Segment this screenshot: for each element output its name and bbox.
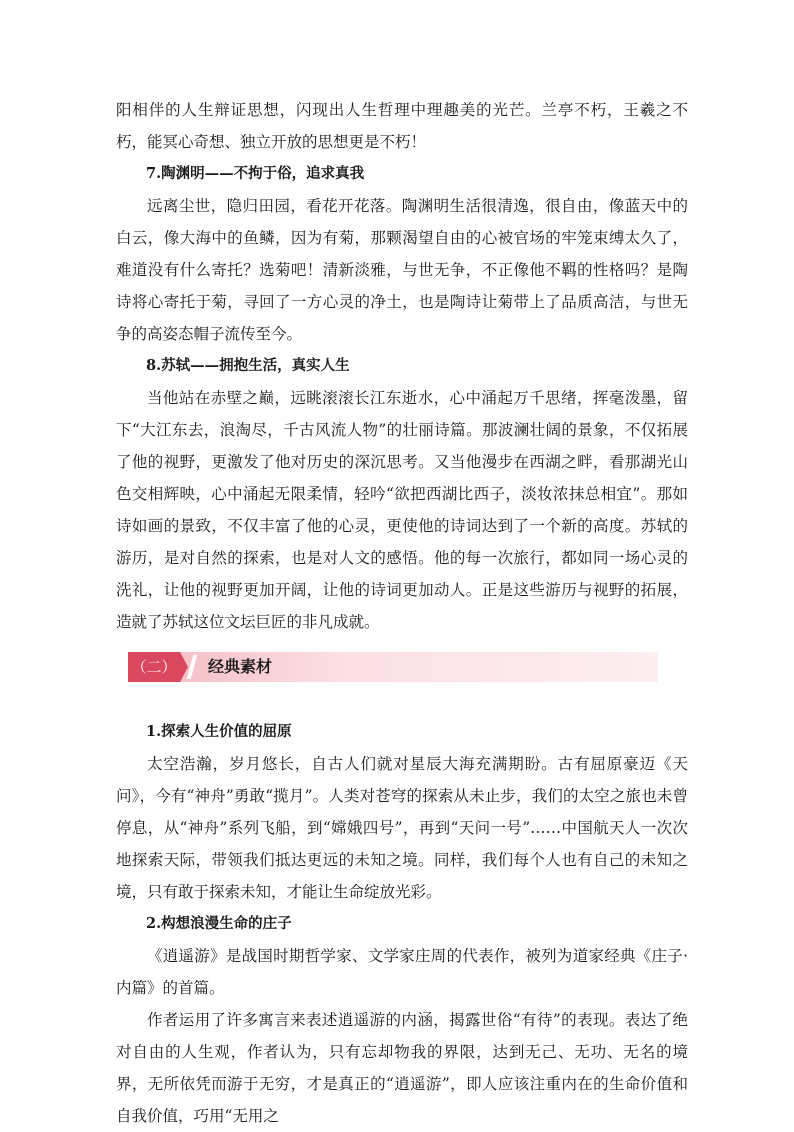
section-banner: [128, 652, 658, 682]
paragraph-su-shi: 当他站在赤壁之巅，远眺滚滚长江东逝水，心中涌起万千思绪，挥毫泼墨，留下“大江东去，浪淘尽，千古风流人物”的壮丽诗篇。那波澜壮阔的景象，不仅拓展了他的视野，更激发了他对历史的深沉思考。又当他漫步在西湖之畔，看那湖光山色交相辉映，心中涌起无限柔情，轻吟“欲把西湖比西子，淡妆浓抹总相宜”。那如诗如画的景致，不仅丰富了他的心灵，更使他的诗词达到了一个新的高度。苏轼的游历，是对自然的探索，也是对人文的感悟。他的每一次旅行，都如同一场心灵的洗礼，让他的视野更加开阔，让他的诗词更加动人。正是这些游历与视野的拓展，造就了苏轼这位文坛巨匠的非凡成就。: [116, 389, 688, 631]
banner-title: 经典素材: [208, 657, 273, 676]
banner-tag: （二）: [128, 652, 180, 682]
intro-paragraph: 阳相伴的人生辩证思想，闪现出人生哲理中理趣美的光芒。兰亭不朽，王羲之不朽，能冥心奇想、独立开放的思想更是不朽！: [116, 101, 688, 151]
paragraph-zhuangzi-1: 《逍遥游》是战国时期哲学家、文学家庄周的代表作，被列为道家经典《庄子·内篇》的首篇。: [116, 947, 688, 997]
section-heading-zhuangzi: 2.构想浪漫生命的庄子: [146, 915, 292, 932]
section-heading-qu-yuan: 1.探索人生价值的屈原: [146, 723, 292, 740]
section-heading-tao-yuanming: 7.陶渊明——不拘于俗，追求真我: [146, 165, 365, 182]
section-heading-su-shi: 8.苏轼——拥抱生活，真实人生: [146, 357, 350, 374]
paragraph-zhuangzi-2: 作者运用了许多寓言来表述逍遥游的内涵，揭露世俗“有待”的表现。表达了绝对自由的人生观，作者认为，只有忘却物我的界限，达到无己、无功、无名的境界，无所依凭而游于无穷，才是真正的“逍遥游”，即人应该注重内在的生命价值和自我价值，巧用“无用之: [116, 1011, 688, 1125]
paragraph-tao-yuanming: 远离尘世，隐归田园，看花开花落。陶渊明生活很清逸，很自由，像蓝天中的白云，像大海中的鱼鳞，因为有菊，那颗渴望自由的心被官场的牢笼束缚太久了，难道没有什么寄托？选菊吧！清新淡雅，与世无争，不正像他不羁的性格吗？是陶诗将心寄托于菊，寻回了一方心灵的净土，也是陶诗让菊带上了品质高洁，与世无争的高姿态帽子流传至今。: [116, 197, 688, 343]
document-page: [116, 94, 688, 1132]
paragraph-qu-yuan: 太空浩瀚，岁月悠长，自古人们就对星辰大海充满期盼。古有屈原豪迈《天问》，今有“神舟”勇敢“揽月”。人类对苍穹的探索从未止步，我们的太空之旅也未曾停息，从“神舟”系列飞船，到“嫦娥四号”，再到“天问一号”……中国航天人一次次地探索天际，带领我们抵达更远的未知之境。同样，我们每个人也有自己的未知之境，只有敢于探索未知，才能让生命绽放光彩。: [116, 755, 688, 901]
